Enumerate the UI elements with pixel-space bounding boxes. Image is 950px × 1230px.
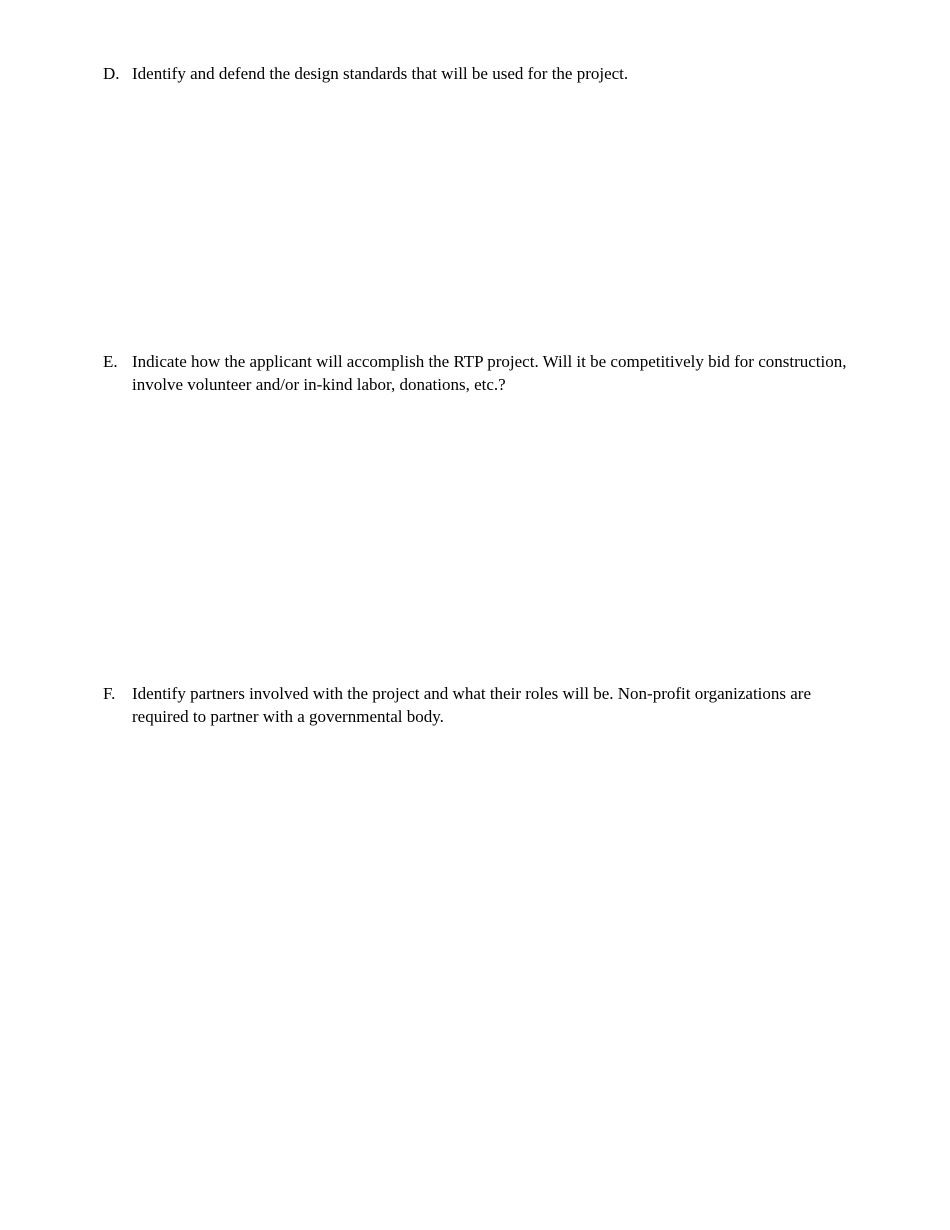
question-text: Indicate how the applicant will accomplish the RTP project. Will it be competitively bid for construction, involve volunteer and/or in-kind labor, donations, etc.? bbox=[132, 352, 847, 394]
question-letter: D. bbox=[103, 64, 120, 83]
question-d bbox=[103, 62, 863, 85]
question-letter: E. bbox=[103, 352, 118, 371]
question-f bbox=[103, 682, 863, 728]
question-text: Identify and defend the design standards that will be used for the project. bbox=[132, 64, 629, 83]
question-letter: F. bbox=[103, 684, 116, 703]
question-e bbox=[103, 350, 863, 396]
question-text: Identify partners involved with the project and what their roles will be. Non-profit organizations are required to partner with a governmental body. bbox=[132, 684, 812, 726]
